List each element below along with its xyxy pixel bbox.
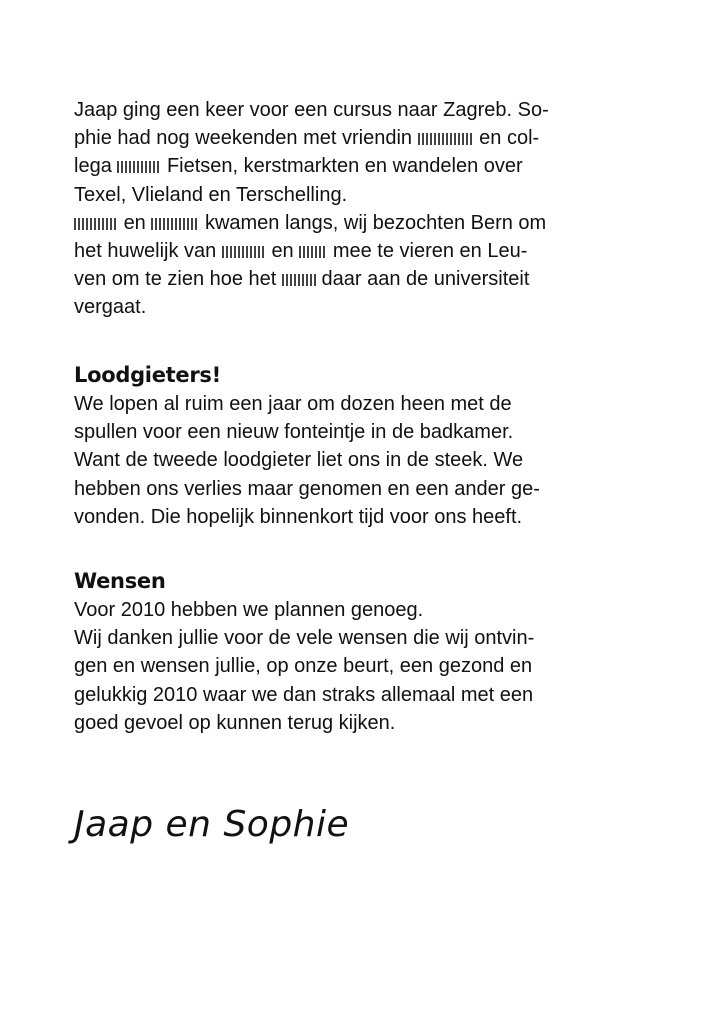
text-line: ven om te zien hoe het daar aan de universiteit <box>74 268 530 291</box>
text-line: spullen voor een nieuw fonteintje in de badkamer. <box>74 421 514 444</box>
redacted-name <box>117 161 161 173</box>
redacted-name <box>222 246 266 258</box>
text-line: Want de tweede loodgieter liet ons in de steek. We <box>74 449 524 472</box>
section-heading-wensen: Wensen <box>74 569 166 593</box>
text-line: vergaat. <box>74 296 147 319</box>
redacted-name <box>74 218 118 230</box>
redacted-name <box>418 133 474 145</box>
text-line: Wij danken jullie voor de vele wensen die wij ontvin- <box>74 627 535 650</box>
text-line: gen en wensen jullie, op onze beurt, een gezond en <box>74 655 533 678</box>
text-line: goed gevoel op kunnen terug kijken. <box>74 711 396 734</box>
redacted-name <box>282 274 316 286</box>
signature: Jaap en Sophie <box>74 804 350 845</box>
text-line: lega Fietsen, kerstmarkten en wandelen over <box>74 155 523 178</box>
text-line: en kwamen langs, wij bezochten Bern om <box>74 209 549 237</box>
text-line: vonden. Die hopelijk binnenkort tijd voor ons heeft. <box>74 505 523 528</box>
redacted-name <box>299 246 327 258</box>
text-line: het huwelijk van en mee te vieren en Leu- <box>74 239 528 262</box>
section-heading-loodgieters: Loodgieters! <box>74 363 221 387</box>
text-line: hebben ons verlies maar genomen en een ander ge- <box>74 477 540 500</box>
intro-paragraph <box>74 96 549 322</box>
loodgieters-paragraph <box>74 390 540 531</box>
text-line: phie had nog weekenden met vriendin en col- <box>74 127 540 150</box>
text-line: gelukkig 2010 waar we dan straks allemaal met een <box>74 683 534 706</box>
text-line: Jaap ging een keer voor een cursus naar Zagreb. So- <box>74 99 549 121</box>
redacted-name <box>151 218 199 230</box>
wensen-paragraph <box>74 596 534 737</box>
text-line: Voor 2010 hebben we plannen genoeg. <box>74 599 424 621</box>
text-line: Texel, Vlieland en Terschelling. <box>74 183 348 206</box>
text-line: We lopen al ruim een jaar om dozen heen met de <box>74 393 512 415</box>
